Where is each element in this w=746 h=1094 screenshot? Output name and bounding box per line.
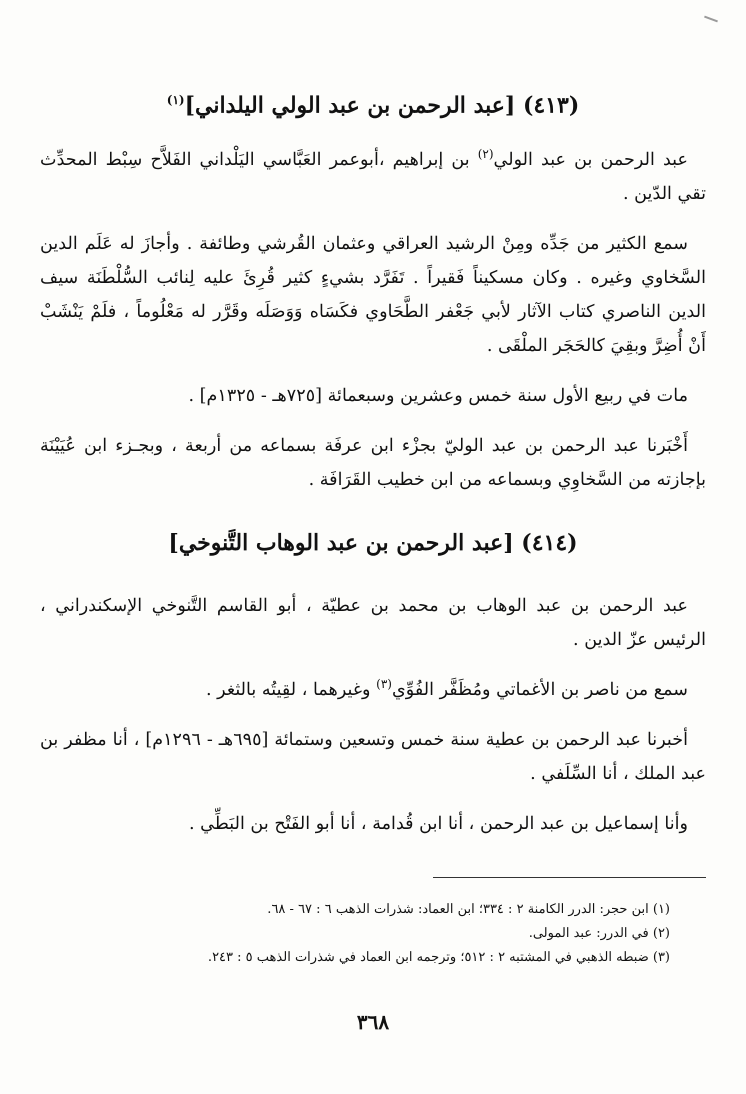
footnote-ref-3: (٣) (376, 677, 392, 692)
entry-414-teachers (40, 667, 706, 707)
entry-414-bio: عبد الرحمن بن عبد الوهاب بن محمد بن عطيّة ، أبو القاسم التَّنوخي الإسكندراني ، الرئيس عزّ الدين . (40, 596, 706, 651)
footnote-1: (١) ابن حجر: الدرر الكامنة ٢ : ٣٣٤؛ ابن العماد: شذرات الذهب ٦ : ٦٧ - ٦٨. (267, 902, 670, 917)
entry-414-narration: أخبرنا عبد الرحمن بن عطية سنة خمس وتسعين وستمائة [٦٩٥هـ - ١٢٩٦م] ، أنا مظفر بن عبد الملك ، أنا السِّلَفي . (40, 730, 706, 785)
page-number: ٣٦٨ (356, 1010, 390, 1034)
entry-413-bio-a: عبد الرحمن بن عبد الولي (493, 150, 688, 171)
footnote-ref-2: (٢) (477, 147, 494, 162)
entry-413-bio-b: بن إبراهيم ،أبوعمر العَبَّاسي اليَلْداني الفَلاَّح سِبْط المحدِّث تقي الدّين . (40, 150, 706, 205)
footnotes (40, 898, 670, 970)
entry-413-bio (40, 137, 706, 211)
scan-mark (704, 16, 718, 23)
entry-414-heading: (٤١٤) [عبد الرحمن بن عبد الوهاب التَّنوخي] (168, 530, 578, 557)
entry-414-teachers-a: سمع من ناصر بن الأغماتي ومُظَفَّر الفُوِّي (391, 680, 688, 701)
entry-414-chain: وأنا إسماعيل بن عبد الرحمن ، أنا ابن قُدامة ، أنا أبو الفَتْح بن البَطِّي . (189, 814, 688, 835)
footnote-ref-1: (١) (166, 93, 185, 107)
entry-413-title: (٤١٣) [عبد الرحمن بن عبد الولي اليلداني] (184, 92, 580, 119)
footnote-divider (433, 877, 706, 878)
entry-413-heading (40, 78, 706, 127)
entry-414-teachers-b: وغيرهما ، لقِيتُه بالثغر . (205, 680, 377, 701)
main-text (40, 78, 706, 841)
footnote-2: (٢) في الدرر: عبد المولى. (528, 926, 670, 941)
entry-413-narration: أَخْبَرنا عبد الرحمن بن عبد الوليّ بجزْء ابن عرفَة بسماعه من أربعة ، وبجـزء ابن عُيَيْنَة بإجازته من السَّخاوِي وبسماعه من ابن خطيب القَرَافَة . (40, 436, 706, 491)
entry-413-death: مات في ربيع الأول سنة خمس وعشرين وسبعمائة [٧٢٥هـ - ١٣٢٥م] . (188, 386, 688, 407)
entry-413-teachers: سمع الكثير من جَدِّه ومِنْ الرشيد العراقي وعثمان القُرشي وطائفة . وأجازَ له عَلَم الدين السَّخاوي وغيره . وكان مسكيناً فَقيراً . تَفَرَّد بشيءٍ كثير قُرِئَ عليه لِنائب السُّلْطَنَة سيف الدين الناصري كتاب الآثار لأبي جَعْفر الطَّحَاوي فكَسَاه وَوَصَلَه وقَرَّر له مَعْلُوماً ، فلَمْ يَنْشَبْ أَنْ أُضِرَّ وبقِيَ كالحَجَر الملْقَى . (40, 234, 706, 357)
footnote-3: (٣) ضبطه الذهبي في المشتبه ٢ : ٥١٢؛ وترجمه ابن العماد في شذرات الذهب ٥ : ٢٤٣. (207, 950, 670, 965)
